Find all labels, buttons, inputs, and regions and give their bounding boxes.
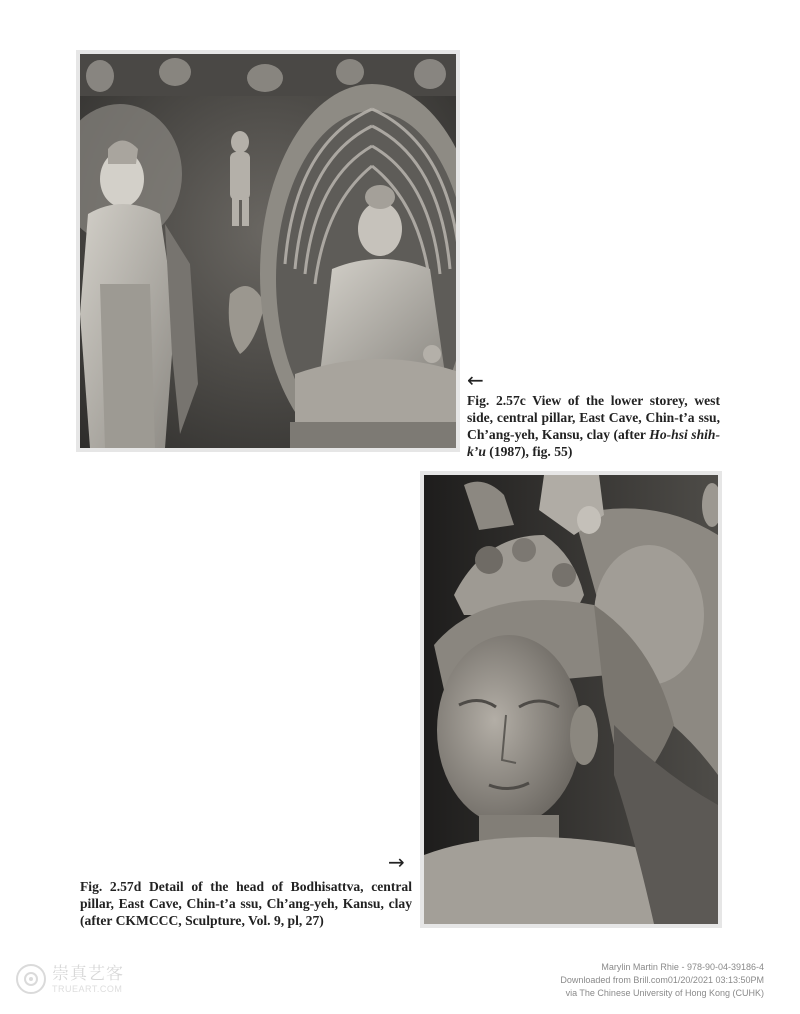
trueart-logo-icon	[16, 964, 46, 994]
figure-2-57c-label: Fig. 2.57c	[467, 393, 526, 408]
figure-2-57c-image	[80, 54, 456, 448]
footer-author-isbn: Marylin Martin Rhie - 978-90-04-39186-4	[601, 962, 764, 972]
figure-2-57c-photo	[76, 50, 460, 452]
figure-2-57d-image	[424, 475, 718, 924]
figure-2-57d-caption	[80, 878, 412, 929]
download-footer	[560, 961, 764, 1000]
figure-2-57c-italic-title: Ho-hsi shih-k’u	[467, 427, 721, 459]
watermark-site-text: TRUEART.COM	[52, 984, 123, 994]
left-arrow-icon: ←	[467, 368, 484, 392]
right-arrow-icon: →	[388, 850, 405, 874]
trueart-logo-mark	[22, 970, 40, 988]
footer-institution: via The Chinese University of Hong Kong (CUHK)	[565, 988, 764, 998]
figure-2-57d-photo	[420, 471, 722, 928]
figure-2-57c-text: View of the lower storey, west side, central pillar, East Cave, Chin-t’a ssu, Ch’ang-yeh, Kansu, clay (after	[467, 393, 720, 442]
figure-2-57d-label: Fig. 2.57d	[80, 879, 142, 894]
figure-2-57c-caption	[467, 392, 720, 460]
footer-download-date: Downloaded from Brill.com01/20/2021 03:13:50PM	[560, 975, 764, 985]
watermark-chinese-text: 崇真艺客	[52, 964, 124, 984]
trueart-watermark	[16, 964, 124, 994]
figure-2-57c-text-end: (1987), fig. 55)	[489, 444, 573, 459]
figure-2-57d-text: Detail of the head of Bodhisattva, central pillar, East Cave, Chin-t’a ssu, Ch’ang-yeh, Kansu, clay (after CKMCCC, Sculpture, Vol. 9, pl, 27)	[80, 879, 412, 928]
